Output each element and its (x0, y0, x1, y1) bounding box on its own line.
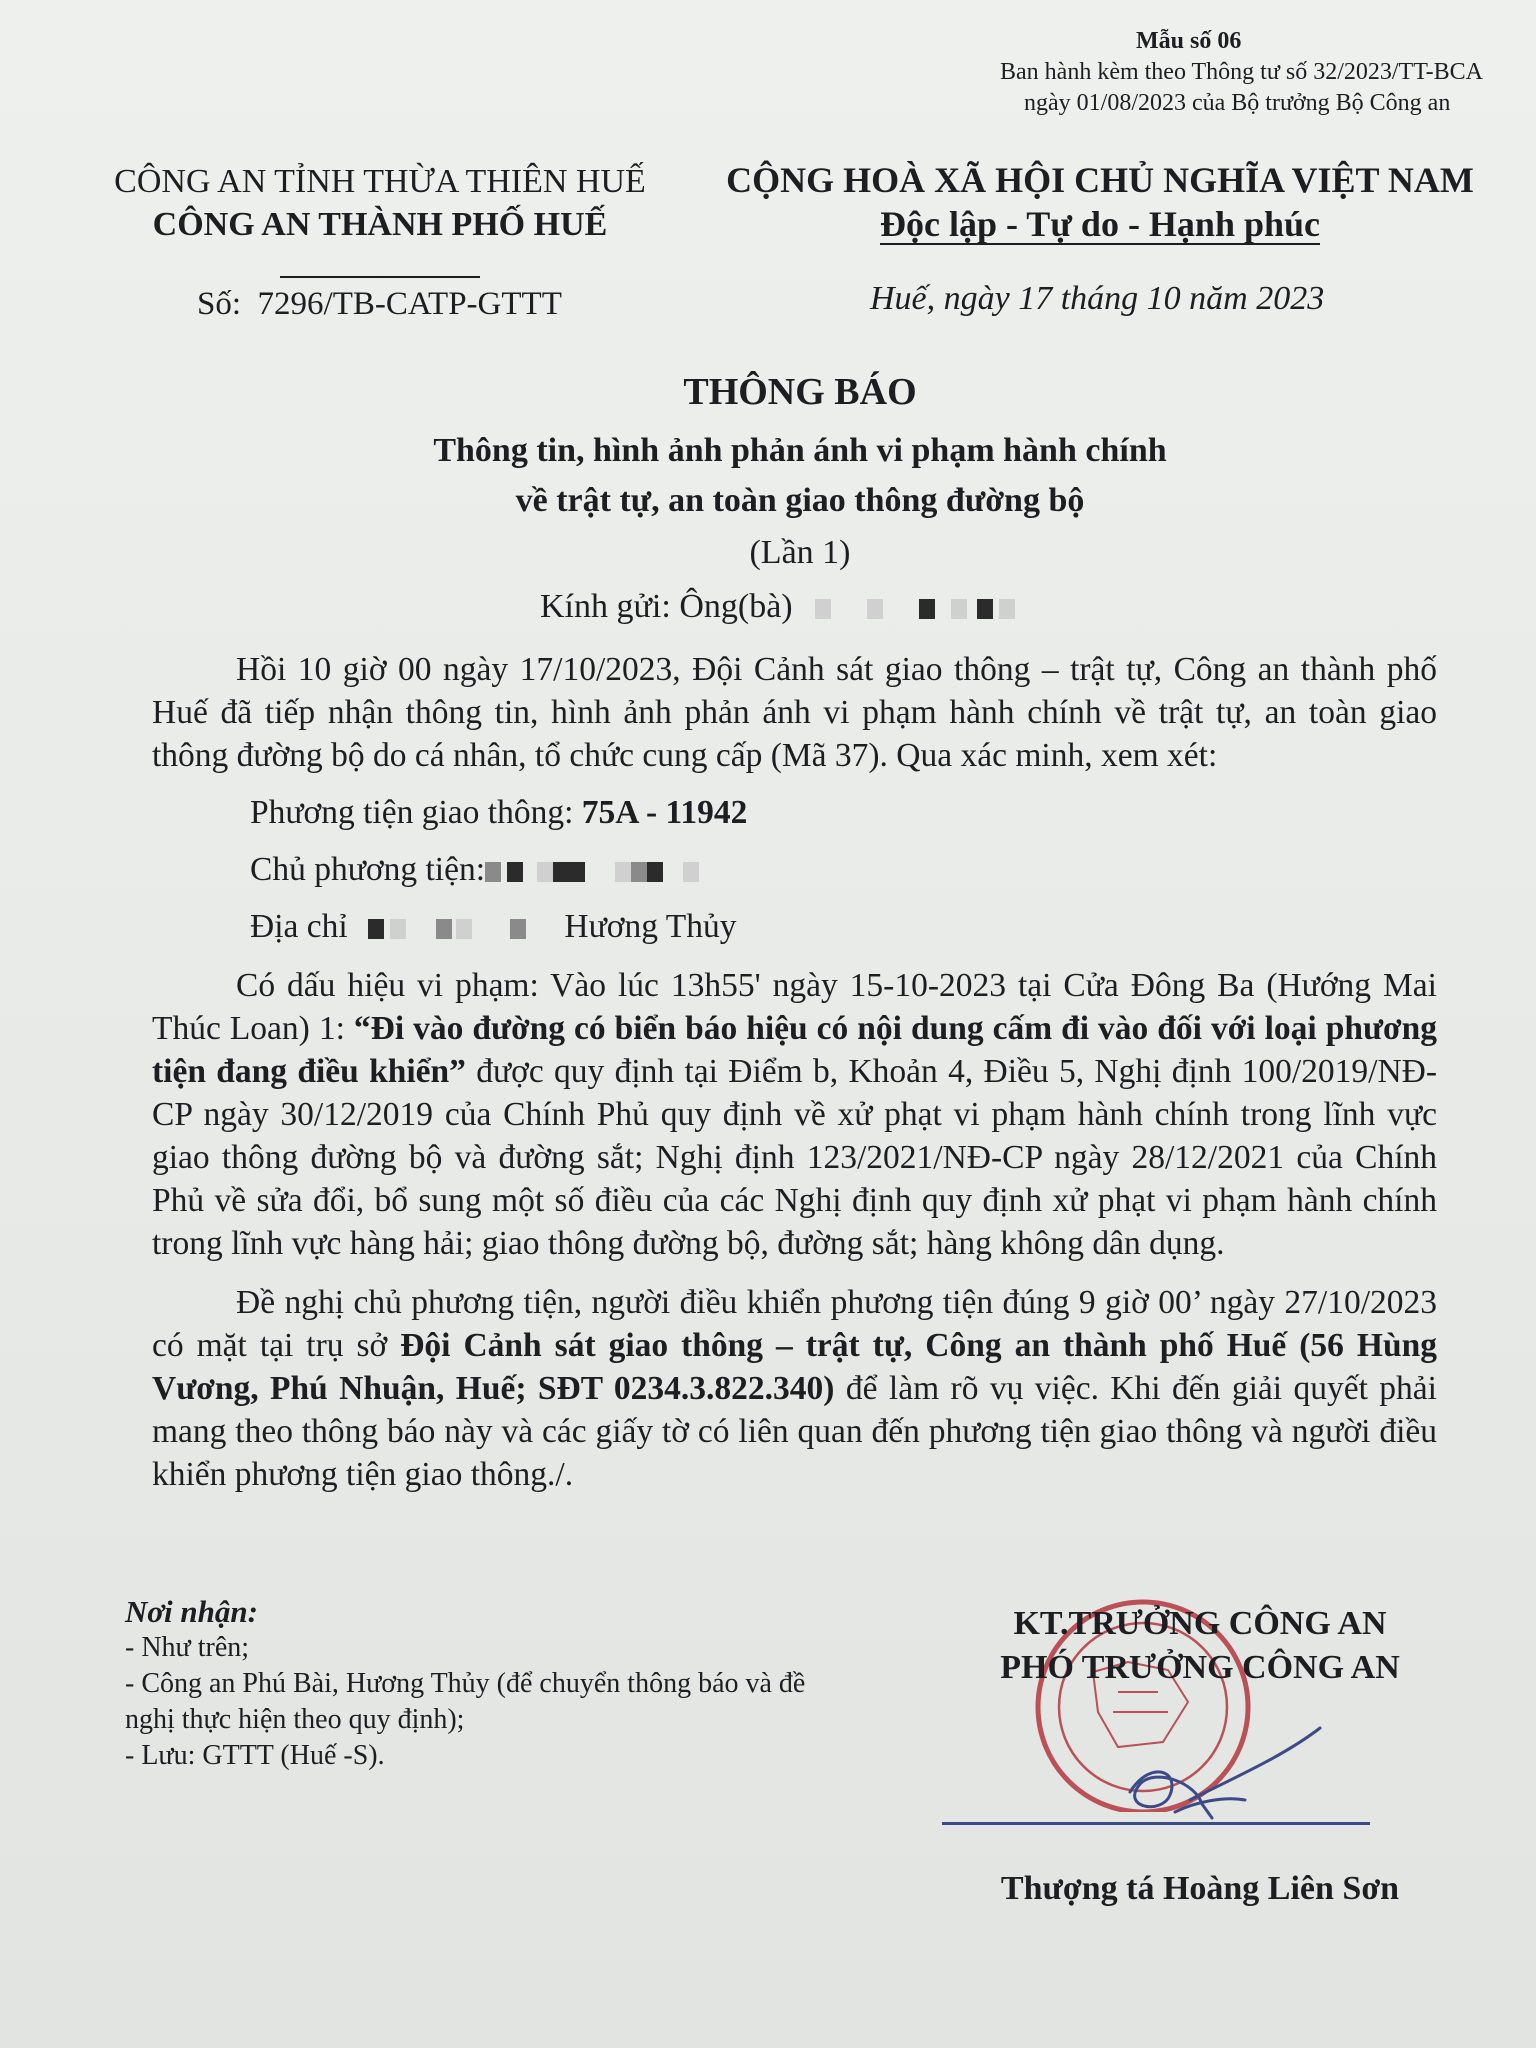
owner-line (152, 848, 1437, 891)
request-office: Đội Cảnh sát giao thông – trật tự, Công an thành phố Huế (56 Hùng Vương, Phú Nhuận, Huế; SĐT 0234.3.822.340) (152, 1327, 1437, 1407)
request-instructions: để làm rõ vụ việc. Khi đến giải quyết phải mang theo thông báo này và các giấy tờ có liên quan đến phương tiện giao thông và người điều khiển phương tiện giao thông./. (152, 1370, 1437, 1493)
notice-round: (Lần 1) (749, 534, 851, 571)
subtitle-line-1: Thông tin, hình ảnh phản ánh vi phạm hành chính (433, 432, 1167, 469)
place-date: Huế, ngày 17 tháng 10 năm 2023 (870, 280, 1325, 317)
national-motto: Độc lập - Tự do - Hạnh phúc (879, 204, 1321, 244)
document-subtitle (0, 426, 1536, 526)
signer-name: Thượng tá Hoàng Liên Sơn (1000, 1870, 1400, 1907)
vehicle-plate: 75A - 11942 (581, 794, 748, 831)
document-number (197, 286, 562, 323)
form-reference (1000, 26, 1536, 119)
recipient-item: - Lưu: GTTT (Huế -S). (125, 1740, 385, 1771)
address-line (152, 905, 1437, 948)
redacted-address (356, 908, 526, 945)
address-label: Địa chỉ (250, 908, 348, 945)
national-heading (720, 158, 1480, 246)
form-date-line: ngày 01/08/2023 của Bộ trưởng Bộ Công an (1024, 90, 1451, 116)
nation-name: CỘNG HOÀ XÃ HỘI CHỦ NGHĨA VIỆT NAM (726, 160, 1474, 200)
violation-description: “Đi vào đường có biển báo hiệu có nội dung cấm đi vào đối với loại phương tiện đang điều khiển” (152, 1010, 1437, 1090)
request-intro: Đề nghị chủ phương tiện, người điều khiển phương tiện đúng 9 giờ 00’ ngày 27/10/2023 có mặt tại trụ sở (152, 1284, 1437, 1364)
org-underline (280, 276, 480, 278)
owner-label: Chủ phương tiện: (250, 851, 486, 888)
form-number: Mẫu số 06 (1136, 28, 1242, 54)
recipients-block (125, 1594, 845, 1774)
recipient-item: - Công an Phú Bài, Hương Thủy (để chuyển thông báo và đề nghị thực hiện theo quy định); (125, 1668, 806, 1735)
intro-paragraph: Hồi 10 giờ 00 ngày 17/10/2023, Đội Cảnh sát giao thông – trật tự, Công an thành phố Huế đã tiếp nhận thông tin, hình ảnh phản ánh vi phạm hành chính về trật tự, an toàn giao thông đường bộ do cá nhân, tổ chức cung cấp (Mã 37). Qua xác minh, xem xét: (152, 651, 1437, 774)
address-tail: Hương Thủy (564, 908, 737, 945)
org-parent: CÔNG AN TỈNH THỪA THIÊN HUẾ (114, 163, 646, 200)
recipient-item: - Như trên; (125, 1632, 250, 1663)
violation-legal-basis: được quy định tại Điểm b, Khoản 4, Điều 5, Nghị định 100/2019/NĐ-CP ngày 30/12/2019 của Chính Phủ quy định về xử phạt vi phạm hành chính trong lĩnh vực giao thông đường bộ và đường sắt; Nghị định 123/2021/NĐ-CP ngày 28/12/2021 của Chính Phủ về sửa đổi, bổ sung một số điều của các Nghị định quy định xử phạt vi phạm hành chính trong lĩnh vực hàng hải; giao thông đường bộ, đường sắt; hàng không dân dụng. (152, 1053, 1438, 1262)
recipient-line (540, 588, 1015, 626)
subtitle-line-2: về trật tự, an toàn giao thông đường bộ (515, 482, 1085, 519)
vehicle-line (152, 791, 1437, 834)
recipients-heading: Nơi nhận: (125, 1594, 258, 1629)
document-title: THÔNG BÁO (683, 371, 917, 413)
request-paragraph (152, 1281, 1437, 1496)
org-unit: CÔNG AN THÀNH PHỐ HUẾ (152, 206, 608, 243)
notice-body (152, 648, 1437, 1496)
signature-title-2: PHÓ TRƯỞNG CÔNG AN (1000, 1649, 1400, 1686)
recipient-label: Kính gửi: Ông(bà) (540, 588, 793, 625)
handwritten-signature-icon (940, 1700, 1360, 1830)
signature-underline (942, 1822, 1370, 1825)
doc-number-value: 7296/TB-CATP-GTTT (257, 286, 562, 322)
violation-paragraph (152, 964, 1437, 1265)
signature-block (920, 1602, 1480, 1690)
form-issued-line: Ban hành kèm theo Thông tư số 32/2023/TT-BCA (1000, 59, 1483, 85)
redacted-recipient (801, 588, 1015, 625)
signature-title-1: KT.TRƯỞNG CÔNG AN (1013, 1605, 1387, 1642)
issuing-organization (80, 160, 680, 289)
vehicle-label: Phương tiện giao thông: (250, 794, 574, 831)
doc-number-label: Số: (197, 286, 242, 322)
redacted-owner (485, 851, 699, 888)
violation-intro: Có dấu hiệu vi phạm: Vào lúc 13h55' ngày 15-10-2023 tại Cửa Đông Ba (Hướng Mai Thúc Loan) 1: (152, 967, 1437, 1047)
